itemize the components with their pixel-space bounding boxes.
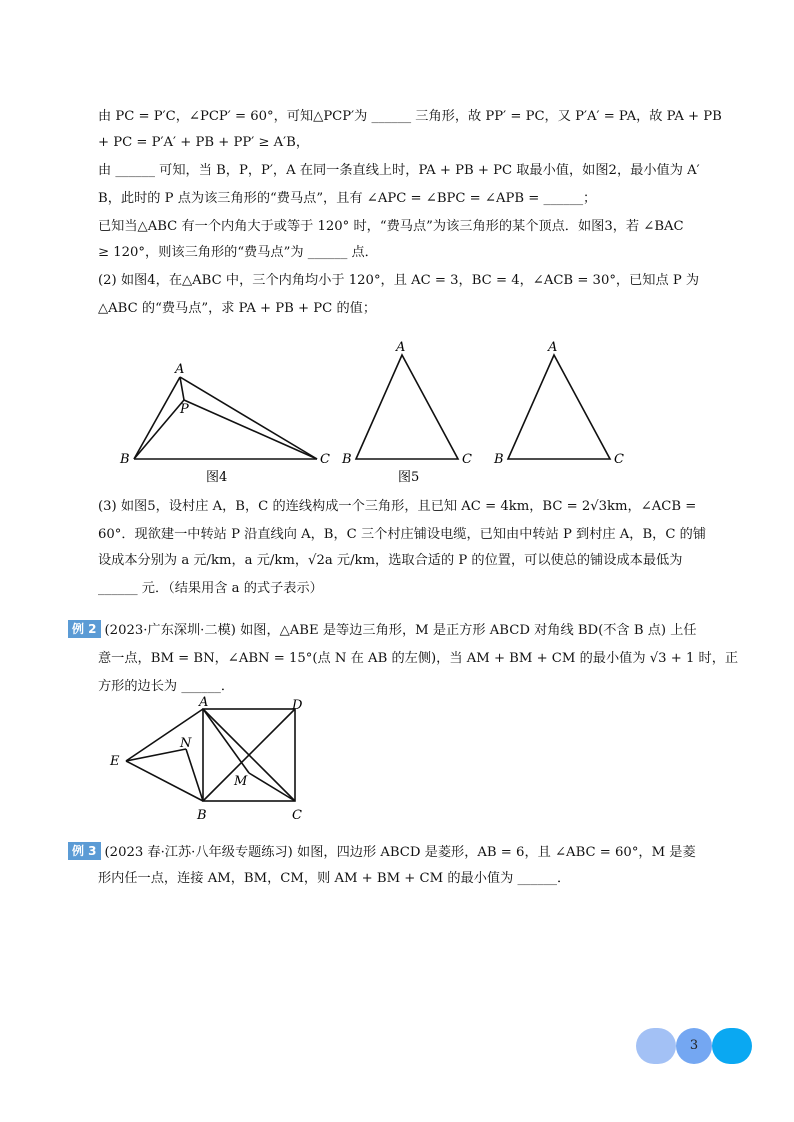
vertex-label-a: A — [548, 340, 558, 355]
vertex-label-a: A — [396, 340, 406, 355]
text-line: (3) 如图5，设村庄 A，B，C 的连线构成一个三角形，且已知 AC = 4km，BC = 2√3km，∠ACB = — [98, 499, 697, 514]
vertex-label-a: A — [175, 362, 185, 377]
text-line: (2) 如图4，在△ABC 中，三个内角均小于 120°，且 AC = 3，BC = 4，∠ACB = 30°，已知点 P 为 — [98, 273, 700, 288]
vertex-label-b: B — [494, 452, 504, 467]
text-line: ______ 元．（结果用含 a 的式子表示） — [98, 581, 323, 596]
page-number-badge — [636, 1026, 756, 1066]
example-tag: 例 3 — [68, 842, 101, 860]
example-3-line-1: 例 3 (2023 春·江苏·八年级专题练习) 如图，四边形 ABCD 是菱形，AB = 6，且 ∠ABC = 60°，M 是菱 — [68, 840, 728, 866]
figure-caption: 图4 — [206, 470, 228, 485]
text-line: B，此时的 P 点为该三角形的“费马点”，且有 ∠APC = ∠BPC = ∠APB = ______； — [98, 191, 597, 206]
vertex-label-c: C — [292, 808, 302, 823]
figure-example-2 — [104, 695, 324, 825]
text-line: 设成本分别为 a 元/km，a 元/km，√2a 元/km，选取合适的 P 的位置，可以使总的铺设成本最低为 — [98, 553, 683, 568]
vertex-label-e: E — [110, 754, 120, 769]
vertex-label-c: C — [320, 452, 330, 467]
text-line: + PC = P′A′ + PB + PP′ ≥ A′B， — [98, 135, 310, 150]
text-line: 由 ______ 可知，当 B，P，P′，A 在同一条直线上时，PA + PB + PC 取最小值，如图2，最小值为 A′ — [98, 163, 700, 178]
vertex-label-m: M — [234, 774, 248, 789]
vertex-label-p: P — [180, 402, 189, 417]
text-line: 已知当△ABC 有一个内角大于或等于 120° 时，“费马点”为该三角形的某个顶点．如图3，若 ∠BAC — [98, 219, 684, 234]
figure-4 — [112, 355, 332, 485]
example-2-line-1: 例 2 (2023·广东深圳·二模) 如图，△ABE 是等边三角形，M 是正方形 ABCD 对角线 BD(不含 B 点) 上任 — [68, 618, 728, 644]
vertex-label-b: B — [120, 452, 130, 467]
example-tag: 例 2 — [68, 620, 101, 638]
text-line: 由 PC = P′C，∠PCP′ = 60°，可知△PCP′为 ______ 三角形，故 PP′ = PC，又 P′A′ = PA，故 PA + PB — [98, 109, 722, 124]
figure-6 — [490, 335, 640, 475]
vertex-label-b: B — [197, 808, 207, 823]
vertex-label-c: C — [614, 452, 624, 467]
vertex-label-b: B — [342, 452, 352, 467]
figure-5 — [338, 335, 488, 485]
text-line: 方形的边长为 ______． — [98, 679, 235, 694]
text-line: 意一点，BM = BN，∠ABN = 15°(点 N 在 AB 的左侧)，当 AM + BM + CM 的最小值为 √3 + 1 时，正 — [98, 651, 739, 666]
badge-circle-dark — [712, 1028, 752, 1064]
text-line: 形内任一点，连接 AM，BM，CM，则 AM + BM + CM 的最小值为 ______． — [98, 871, 571, 886]
vertex-label-a: A — [199, 695, 209, 710]
text-line: ≥ 120°，则该三角形的“费马点”为 ______ 点． — [98, 245, 378, 260]
text-line: △ABC 的“费马点”，求 PA + PB + PC 的值； — [98, 301, 377, 316]
badge-circle-light — [636, 1028, 676, 1064]
vertex-label-c: C — [462, 452, 472, 467]
page-number: 3 — [689, 1038, 699, 1053]
vertex-label-d: D — [292, 698, 303, 713]
vertex-label-n: N — [180, 736, 192, 751]
text-line: 60°．现欲建一中转站 P 沿直线向 A，B，C 三个村庄铺设电缆，已知由中转站 P 到村庄 A，B，C 的铺 — [98, 527, 707, 542]
figure-caption: 图5 — [398, 470, 420, 485]
